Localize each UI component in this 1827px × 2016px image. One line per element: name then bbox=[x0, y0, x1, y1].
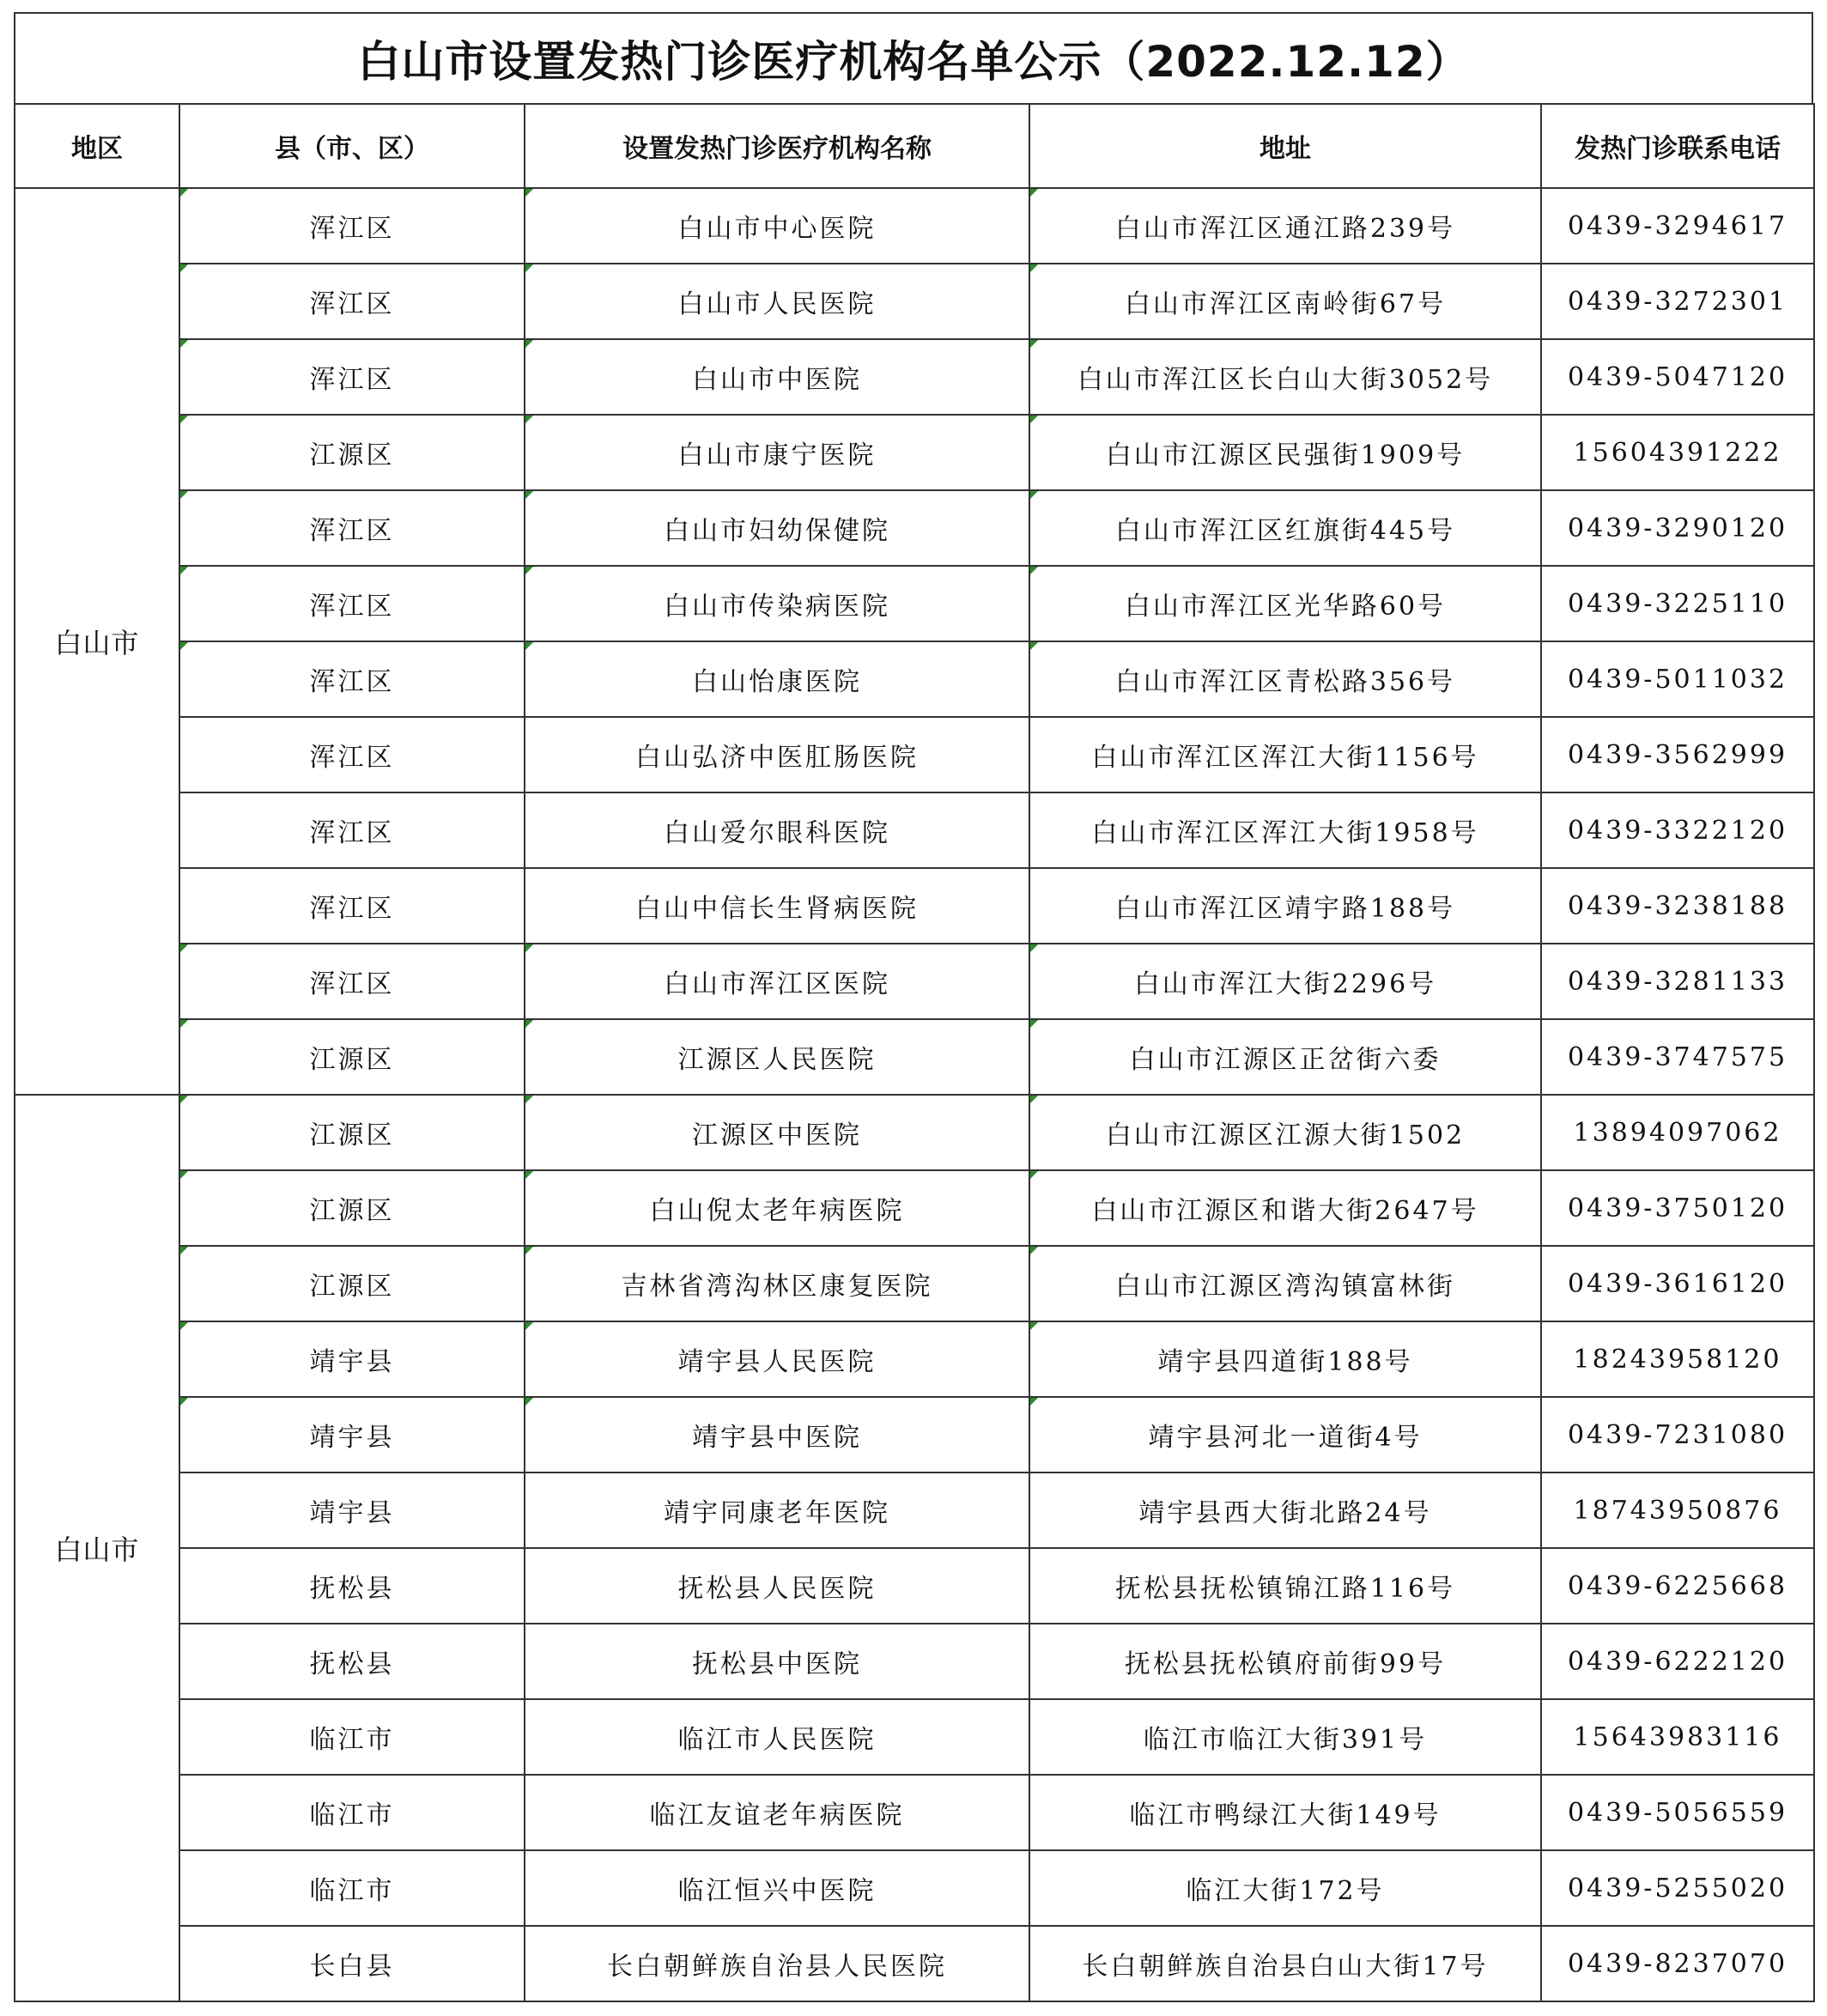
institution-cell: 靖宇同康老年医院 bbox=[525, 1473, 1029, 1548]
institution-cell: 白山倪太老年病医院 bbox=[525, 1170, 1029, 1246]
title-row bbox=[14, 12, 1813, 103]
header-row bbox=[15, 104, 1814, 188]
county-cell: 浑江区 bbox=[179, 792, 525, 868]
phone-cell: 0439-6225668 bbox=[1541, 1548, 1814, 1624]
page-title: 白山市设置发热门诊医疗机构名单公示（2022.12.12） bbox=[357, 37, 1470, 87]
header-region: 地区 bbox=[15, 104, 179, 188]
document-sheet bbox=[14, 12, 1813, 2002]
table-row bbox=[15, 1397, 1814, 1473]
phone-cell: 0439-5011032 bbox=[1541, 641, 1814, 717]
phone-cell: 0439-6222120 bbox=[1541, 1624, 1814, 1699]
header-institution: 设置发热门诊医疗机构名称 bbox=[525, 104, 1029, 188]
phone-cell: 0439-3272301 bbox=[1541, 264, 1814, 339]
county-cell: 浑江区 bbox=[179, 339, 525, 415]
table-row bbox=[15, 264, 1814, 339]
institution-cell: 江源区中医院 bbox=[525, 1095, 1029, 1170]
county-cell: 浑江区 bbox=[179, 717, 525, 792]
phone-cell: 15643983116 bbox=[1541, 1699, 1814, 1775]
phone-cell: 0439-3747575 bbox=[1541, 1019, 1814, 1095]
table-row bbox=[15, 490, 1814, 566]
table-row bbox=[15, 1473, 1814, 1548]
table-row bbox=[15, 944, 1814, 1019]
address-cell: 白山市浑江区浑江大街1958号 bbox=[1029, 792, 1541, 868]
phone-cell: 15604391222 bbox=[1541, 415, 1814, 490]
table-row bbox=[15, 1548, 1814, 1624]
institution-cell: 靖宇县人民医院 bbox=[525, 1321, 1029, 1397]
table-row bbox=[15, 188, 1814, 264]
table-row bbox=[15, 1624, 1814, 1699]
header-county: 县（市、区） bbox=[179, 104, 525, 188]
phone-cell: 0439-5047120 bbox=[1541, 339, 1814, 415]
address-cell: 长白朝鲜族自治县白山大街17号 bbox=[1029, 1926, 1541, 2001]
institution-cell: 白山弘济中医肛肠医院 bbox=[525, 717, 1029, 792]
institution-cell: 抚松县人民医院 bbox=[525, 1548, 1029, 1624]
phone-cell: 0439-3562999 bbox=[1541, 717, 1814, 792]
table-body bbox=[15, 188, 1814, 2001]
fever-clinic-table bbox=[14, 103, 1815, 2002]
institution-cell: 吉林省湾沟林区康复医院 bbox=[525, 1246, 1029, 1321]
institution-cell: 白山市人民医院 bbox=[525, 264, 1029, 339]
phone-cell: 0439-3322120 bbox=[1541, 792, 1814, 868]
county-cell: 临江市 bbox=[179, 1775, 525, 1850]
phone-cell: 0439-5056559 bbox=[1541, 1775, 1814, 1850]
address-cell: 白山市浑江区通江路239号 bbox=[1029, 188, 1541, 264]
table-row bbox=[15, 792, 1814, 868]
phone-cell: 18243958120 bbox=[1541, 1321, 1814, 1397]
county-cell: 浑江区 bbox=[179, 264, 525, 339]
phone-cell: 0439-3294617 bbox=[1541, 188, 1814, 264]
institution-cell: 白山中信长生肾病医院 bbox=[525, 868, 1029, 944]
address-cell: 白山市浑江区浑江大街1156号 bbox=[1029, 717, 1541, 792]
institution-cell: 白山市浑江区医院 bbox=[525, 944, 1029, 1019]
address-cell: 白山市浑江区红旗街445号 bbox=[1029, 490, 1541, 566]
institution-cell: 临江友谊老年病医院 bbox=[525, 1775, 1029, 1850]
header-address: 地址 bbox=[1029, 104, 1541, 188]
phone-cell: 0439-3225110 bbox=[1541, 566, 1814, 641]
address-cell: 白山市浑江区南岭街67号 bbox=[1029, 264, 1541, 339]
table-row bbox=[15, 1246, 1814, 1321]
institution-cell: 白山爱尔眼科医院 bbox=[525, 792, 1029, 868]
county-cell: 靖宇县 bbox=[179, 1473, 525, 1548]
institution-cell: 白山市中心医院 bbox=[525, 188, 1029, 264]
phone-cell: 0439-8237070 bbox=[1541, 1926, 1814, 2001]
county-cell: 江源区 bbox=[179, 415, 525, 490]
county-cell: 抚松县 bbox=[179, 1548, 525, 1624]
address-cell: 抚松县抚松镇锦江路116号 bbox=[1029, 1548, 1541, 1624]
county-cell: 长白县 bbox=[179, 1926, 525, 2001]
table-row bbox=[15, 566, 1814, 641]
phone-cell: 0439-3616120 bbox=[1541, 1246, 1814, 1321]
table-row bbox=[15, 1926, 1814, 2001]
phone-cell: 0439-3290120 bbox=[1541, 490, 1814, 566]
county-cell: 浑江区 bbox=[179, 641, 525, 717]
address-cell: 白山市浑江区长白山大街3052号 bbox=[1029, 339, 1541, 415]
address-cell: 抚松县抚松镇府前街99号 bbox=[1029, 1624, 1541, 1699]
table-row bbox=[15, 1775, 1814, 1850]
institution-cell: 白山市康宁医院 bbox=[525, 415, 1029, 490]
institution-cell: 靖宇县中医院 bbox=[525, 1397, 1029, 1473]
county-cell: 浑江区 bbox=[179, 188, 525, 264]
address-cell: 靖宇县河北一道街4号 bbox=[1029, 1397, 1541, 1473]
county-cell: 浑江区 bbox=[179, 490, 525, 566]
address-cell: 白山市浑江区靖宇路188号 bbox=[1029, 868, 1541, 944]
institution-cell: 长白朝鲜族自治县人民医院 bbox=[525, 1926, 1029, 2001]
address-cell: 临江市鸭绿江大街149号 bbox=[1029, 1775, 1541, 1850]
address-cell: 靖宇县西大街北路24号 bbox=[1029, 1473, 1541, 1548]
region-cell: 白山市 bbox=[15, 188, 179, 1095]
table-row bbox=[15, 415, 1814, 490]
county-cell: 靖宇县 bbox=[179, 1397, 525, 1473]
phone-cell: 0439-3281133 bbox=[1541, 944, 1814, 1019]
table-row bbox=[15, 1095, 1814, 1170]
county-cell: 临江市 bbox=[179, 1850, 525, 1926]
institution-cell: 江源区人民医院 bbox=[525, 1019, 1029, 1095]
address-cell: 白山市江源区和谐大街2647号 bbox=[1029, 1170, 1541, 1246]
county-cell: 江源区 bbox=[179, 1170, 525, 1246]
phone-cell: 0439-5255020 bbox=[1541, 1850, 1814, 1926]
county-cell: 江源区 bbox=[179, 1246, 525, 1321]
address-cell: 白山市浑江区光华路60号 bbox=[1029, 566, 1541, 641]
county-cell: 江源区 bbox=[179, 1019, 525, 1095]
table-row bbox=[15, 868, 1814, 944]
institution-cell: 临江市人民医院 bbox=[525, 1699, 1029, 1775]
county-cell: 临江市 bbox=[179, 1699, 525, 1775]
table-row bbox=[15, 717, 1814, 792]
address-cell: 靖宇县四道街188号 bbox=[1029, 1321, 1541, 1397]
region-cell: 白山市 bbox=[15, 1095, 179, 2001]
institution-cell: 白山市妇幼保健院 bbox=[525, 490, 1029, 566]
institution-cell: 白山市中医院 bbox=[525, 339, 1029, 415]
phone-cell: 0439-7231080 bbox=[1541, 1397, 1814, 1473]
table-row bbox=[15, 641, 1814, 717]
county-cell: 浑江区 bbox=[179, 944, 525, 1019]
institution-cell: 白山市传染病医院 bbox=[525, 566, 1029, 641]
table-row bbox=[15, 1019, 1814, 1095]
phone-cell: 13894097062 bbox=[1541, 1095, 1814, 1170]
county-cell: 靖宇县 bbox=[179, 1321, 525, 1397]
address-cell: 白山市江源区民强街1909号 bbox=[1029, 415, 1541, 490]
address-cell: 临江市临江大街391号 bbox=[1029, 1699, 1541, 1775]
table-row bbox=[15, 1699, 1814, 1775]
institution-cell: 抚松县中医院 bbox=[525, 1624, 1029, 1699]
county-cell: 江源区 bbox=[179, 1095, 525, 1170]
institution-cell: 临江恒兴中医院 bbox=[525, 1850, 1029, 1926]
address-cell: 白山市江源区湾沟镇富林街 bbox=[1029, 1246, 1541, 1321]
address-cell: 白山市浑江区青松路356号 bbox=[1029, 641, 1541, 717]
county-cell: 浑江区 bbox=[179, 566, 525, 641]
phone-cell: 0439-3238188 bbox=[1541, 868, 1814, 944]
table-row bbox=[15, 1321, 1814, 1397]
address-cell: 临江大街172号 bbox=[1029, 1850, 1541, 1926]
county-cell: 浑江区 bbox=[179, 868, 525, 944]
header-phone: 发热门诊联系电话 bbox=[1541, 104, 1814, 188]
table-row bbox=[15, 1170, 1814, 1246]
phone-cell: 0439-3750120 bbox=[1541, 1170, 1814, 1246]
county-cell: 抚松县 bbox=[179, 1624, 525, 1699]
address-cell: 白山市江源区正岔街六委 bbox=[1029, 1019, 1541, 1095]
institution-cell: 白山怡康医院 bbox=[525, 641, 1029, 717]
table-row bbox=[15, 1850, 1814, 1926]
address-cell: 白山市浑江大街2296号 bbox=[1029, 944, 1541, 1019]
table-row bbox=[15, 339, 1814, 415]
phone-cell: 18743950876 bbox=[1541, 1473, 1814, 1548]
address-cell: 白山市江源区江源大街1502 bbox=[1029, 1095, 1541, 1170]
